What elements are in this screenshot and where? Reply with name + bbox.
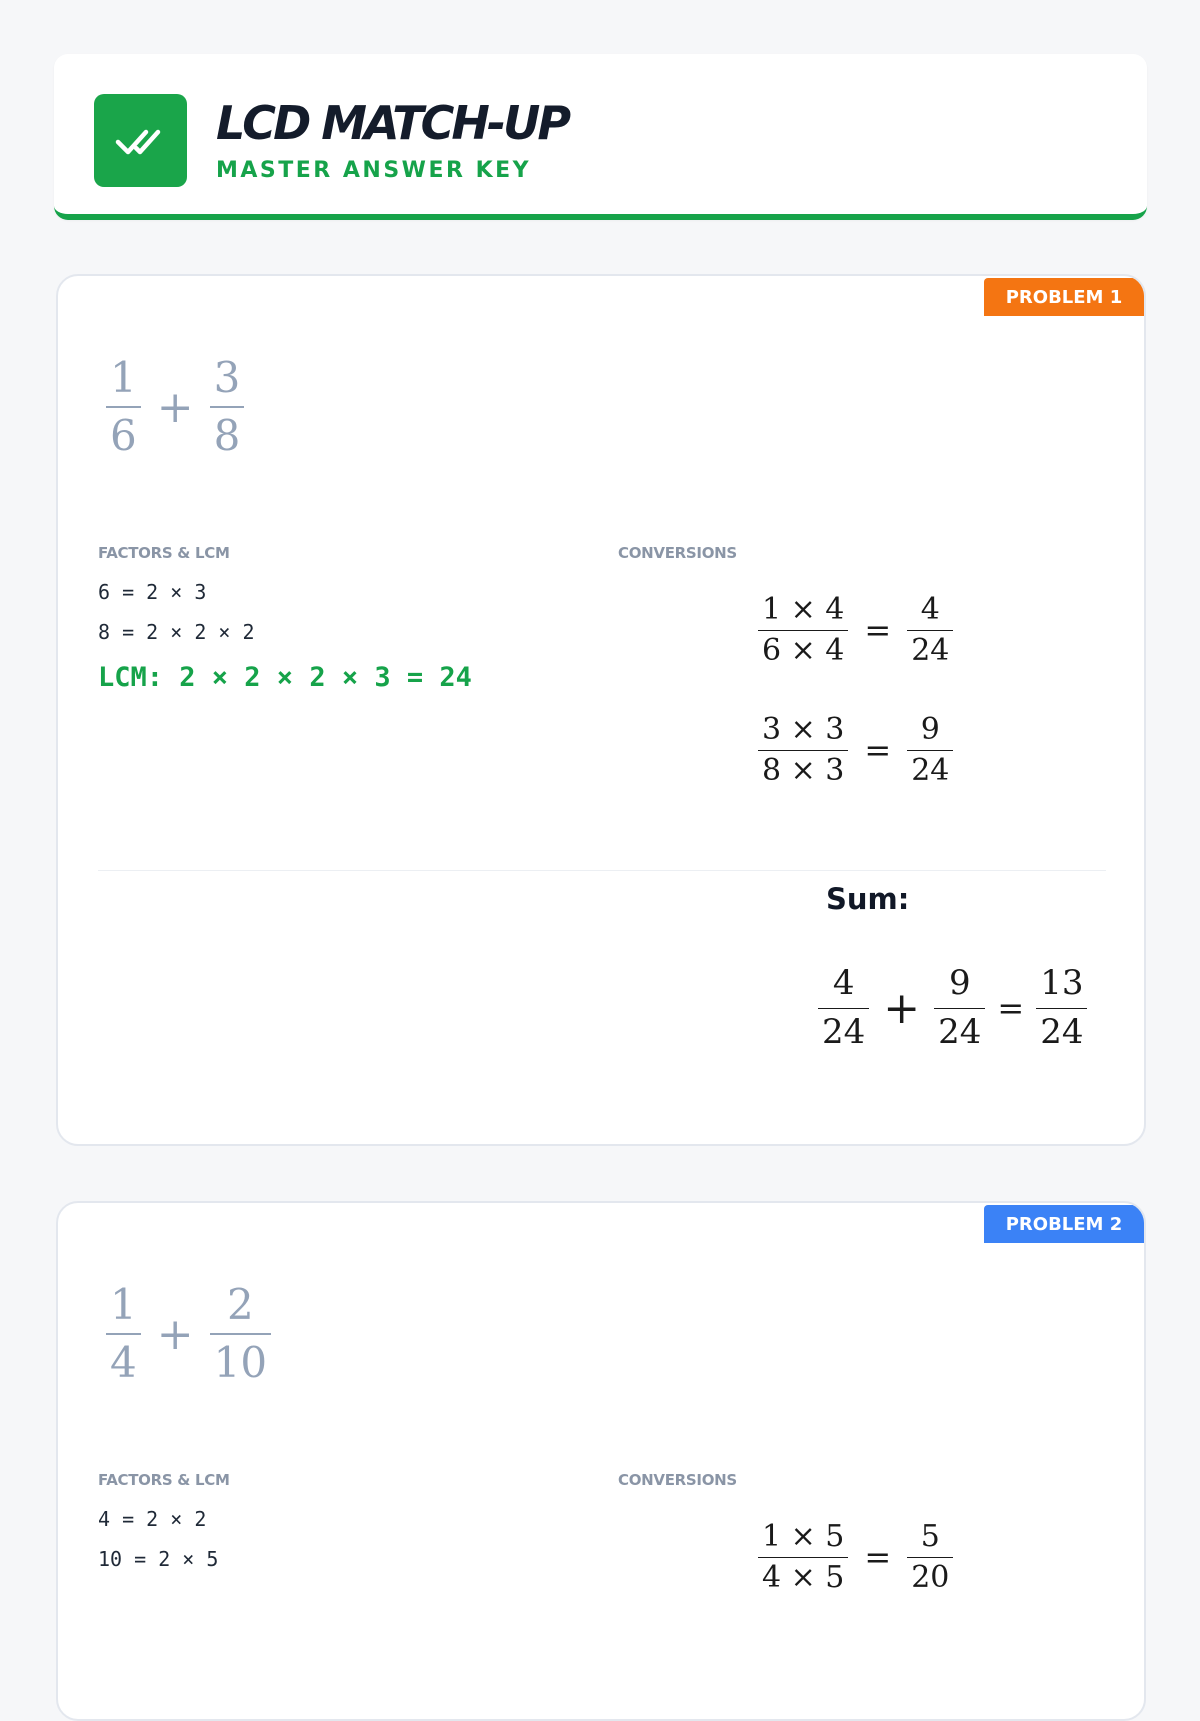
denominator: 4	[110, 1338, 137, 1388]
denominator: 10	[213, 1338, 268, 1388]
fraction	[758, 1521, 848, 1594]
factors-label: FACTORS & LCM	[98, 544, 230, 562]
numerator: 1 × 4	[762, 592, 845, 627]
logo	[94, 94, 187, 187]
equals-sign: =	[864, 731, 892, 770]
problem-badge: PROBLEM 2	[984, 1205, 1144, 1243]
conversion-row	[758, 714, 953, 787]
conversions-label: CONVERSIONS	[618, 544, 737, 562]
factors-label: FACTORS & LCM	[98, 1471, 230, 1489]
numerator: 3	[213, 353, 241, 402]
equals-sign: =	[997, 989, 1025, 1028]
numerator: 4	[920, 592, 940, 627]
conversion-row	[758, 594, 953, 667]
numerator: 3 × 3	[762, 712, 845, 747]
factor-line: 8 = 2 × 2 × 2	[98, 620, 255, 644]
sum-label: Sum:	[826, 882, 910, 916]
fraction	[106, 353, 141, 461]
conversion-row	[758, 1521, 953, 1594]
factor-line: 4 = 2 × 2	[98, 1507, 207, 1531]
sum-expression	[818, 963, 1087, 1053]
fraction	[758, 594, 848, 667]
denominator: 6 × 4	[762, 633, 845, 669]
denominator: 24	[911, 633, 950, 669]
fraction	[210, 353, 245, 461]
numerator: 1	[110, 1280, 137, 1329]
conversions-label: CONVERSIONS	[618, 1471, 737, 1489]
page-subtitle: MASTER ANSWER KEY	[216, 158, 532, 183]
denominator: 24	[822, 1012, 866, 1053]
plus-sign: +	[156, 1308, 194, 1360]
numerator: 1 × 5	[762, 1519, 845, 1554]
numerator: 5	[920, 1519, 940, 1554]
denominator: 24	[938, 1012, 982, 1053]
fraction	[106, 1280, 141, 1388]
numerator: 9	[920, 712, 940, 747]
problem-card	[56, 1201, 1146, 1721]
plus-sign: +	[883, 982, 921, 1034]
divider	[98, 870, 1106, 871]
double-check-icon	[115, 124, 167, 158]
equals-sign: =	[864, 611, 892, 650]
numerator: 2	[226, 1280, 254, 1329]
problem-expression	[106, 1280, 271, 1388]
factor-line: 10 = 2 × 5	[98, 1547, 219, 1571]
denominator: 4 × 5	[762, 1560, 845, 1596]
denominator: 24	[1040, 1012, 1084, 1053]
numerator: 4	[832, 963, 855, 1003]
fraction	[818, 963, 869, 1053]
page-header	[54, 54, 1147, 220]
equals-sign: =	[864, 1538, 892, 1577]
lcm-result: LCM: 2 × 2 × 2 × 3 = 24	[98, 662, 472, 693]
page-title: LCD MATCH-UP	[216, 96, 569, 150]
fraction	[907, 1521, 953, 1594]
fraction	[907, 594, 953, 667]
problem-badge: PROBLEM 1	[984, 278, 1144, 316]
fraction	[758, 714, 848, 787]
fraction	[1036, 963, 1087, 1053]
numerator: 13	[1040, 963, 1084, 1003]
fraction	[210, 1280, 271, 1388]
problem-expression	[106, 353, 244, 461]
plus-sign: +	[156, 381, 194, 433]
fraction	[934, 963, 985, 1053]
factor-line: 6 = 2 × 3	[98, 580, 207, 604]
denominator: 6	[110, 411, 137, 461]
denominator: 20	[911, 1560, 950, 1596]
numerator: 1	[110, 353, 137, 402]
fraction	[907, 714, 953, 787]
denominator: 24	[911, 753, 950, 789]
denominator: 8 × 3	[762, 753, 845, 789]
numerator: 9	[948, 963, 971, 1003]
problem-card	[56, 274, 1146, 1146]
denominator: 8	[213, 411, 241, 461]
